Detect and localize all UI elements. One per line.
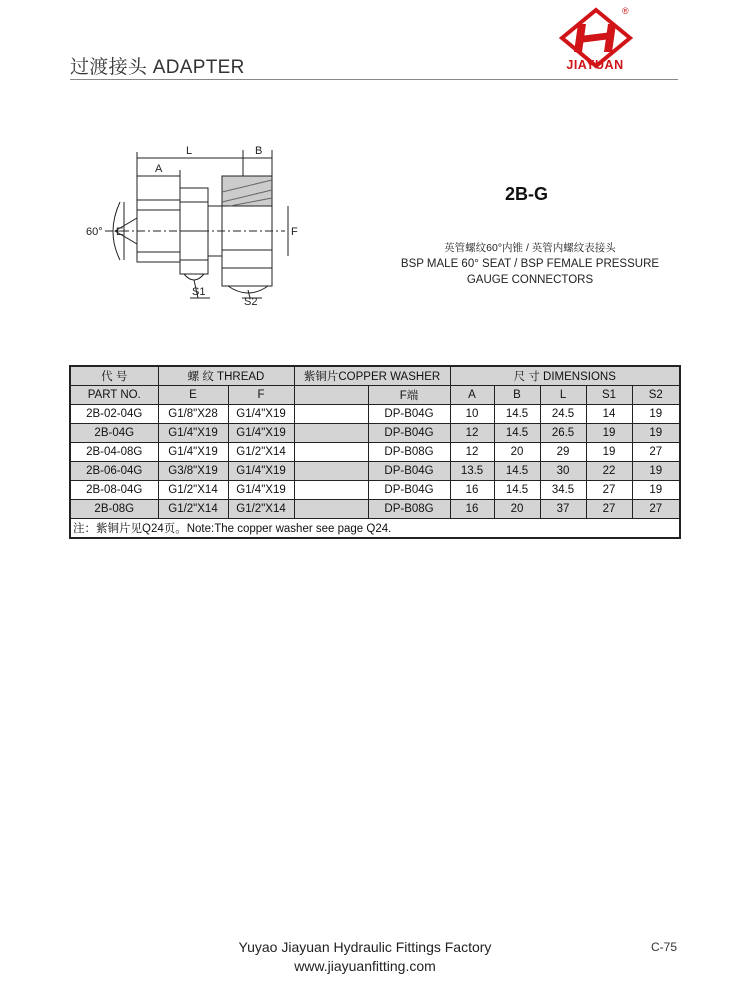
table-row	[70, 405, 680, 424]
header-part-no: PART NO.	[70, 386, 158, 405]
description-en-line2: GAUGE CONNECTORS	[466, 274, 594, 286]
cell: 14.5	[494, 405, 540, 424]
table-header-row-1	[70, 366, 680, 386]
header-s1: S1	[586, 386, 632, 405]
table-row	[70, 462, 680, 481]
header-s2: S2	[632, 386, 680, 405]
header-f: F	[228, 386, 294, 405]
cell: G1/2"X14	[228, 443, 294, 462]
cell: G1/4"X19	[228, 405, 294, 424]
table-note-row	[70, 519, 680, 539]
cell: 16	[450, 500, 494, 519]
dim-label-s1: S1	[192, 286, 206, 298]
header-e: E	[158, 386, 228, 405]
table-row	[70, 500, 680, 519]
cell: 34.5	[540, 481, 586, 500]
cell	[294, 424, 368, 443]
cell: DP-B04G	[368, 481, 450, 500]
cell: 14	[586, 405, 632, 424]
dim-label-s2: S2	[244, 296, 258, 308]
cell: G1/8"X28	[158, 405, 228, 424]
product-description	[380, 240, 680, 288]
cell: G1/4"X19	[228, 462, 294, 481]
cell: G1/4"X19	[158, 443, 228, 462]
cell: 26.5	[540, 424, 586, 443]
table-note: 注：紫铜片见Q24页。Note:The copper washer see page Q24.	[70, 519, 680, 539]
cell: 20	[494, 443, 540, 462]
cell: 29	[540, 443, 586, 462]
cell: 30	[540, 462, 586, 481]
cell: G1/2"X14	[158, 500, 228, 519]
header-divider	[70, 79, 678, 80]
page-title: 过渡接头 ADAPTER	[70, 57, 245, 78]
cell	[294, 462, 368, 481]
header-l: L	[540, 386, 586, 405]
cell: 27	[632, 500, 680, 519]
header-dimensions: 尺 寸 DIMENSIONS	[450, 366, 680, 386]
header-thread: 螺 纹 THREAD	[158, 366, 294, 386]
cell: 19	[632, 405, 680, 424]
fitting-drawing	[80, 140, 320, 310]
cell	[294, 481, 368, 500]
header-a: A	[450, 386, 494, 405]
header-washer: 紫铜片COPPER WASHER	[294, 366, 450, 386]
table-row	[70, 424, 680, 443]
header-blank	[294, 386, 368, 405]
cell: 12	[450, 443, 494, 462]
cell	[294, 500, 368, 519]
dim-label-f: F	[291, 226, 298, 238]
spec-table	[69, 365, 681, 539]
footer	[0, 938, 730, 976]
cell: G1/4"X19	[158, 424, 228, 443]
cell: 14.5	[494, 462, 540, 481]
cell: G1/4"X19	[228, 481, 294, 500]
cell: DP-B04G	[368, 462, 450, 481]
cell: 2B-02-04G	[70, 405, 158, 424]
description-cn: 英管螺纹60°内锥 / 英管内螺纹表接头	[444, 242, 616, 254]
dim-label-a: A	[155, 163, 163, 175]
cell: 2B-04-08G	[70, 443, 158, 462]
dim-label-b: B	[255, 145, 263, 157]
cell: 16	[450, 481, 494, 500]
cell: G1/4"X19	[228, 424, 294, 443]
footer-website: www.jiayuanfitting.com	[294, 958, 436, 974]
cell: G3/8"X19	[158, 462, 228, 481]
cell: 27	[586, 500, 632, 519]
dim-label-e: E	[116, 226, 124, 238]
cell: DP-B08G	[368, 443, 450, 462]
cell: 24.5	[540, 405, 586, 424]
header-f-end: F端	[368, 386, 450, 405]
cell: 2B-06-04G	[70, 462, 158, 481]
header-b: B	[494, 386, 540, 405]
cell: DP-B04G	[368, 424, 450, 443]
cell: 27	[632, 443, 680, 462]
cell: G1/2"X14	[158, 481, 228, 500]
cell	[294, 405, 368, 424]
cell: 19	[586, 443, 632, 462]
cell: 22	[586, 462, 632, 481]
table-header-row-2	[70, 386, 680, 405]
product-model: 2B-G	[505, 184, 549, 204]
dim-label-l: L	[186, 145, 193, 157]
cell: DP-B04G	[368, 405, 450, 424]
dim-label-angle: 60°	[86, 226, 103, 238]
cell	[294, 443, 368, 462]
brand-name: JIAYUAN	[566, 58, 624, 72]
cell: 12	[450, 424, 494, 443]
header-code: 代 号	[70, 366, 158, 386]
cell: 27	[586, 481, 632, 500]
cell: 14.5	[494, 481, 540, 500]
page-number: C-75	[651, 940, 678, 954]
footer-company: Yuyao Jiayuan Hydraulic Fittings Factory	[238, 939, 492, 955]
cell: 2B-08-04G	[70, 481, 158, 500]
cell: 2B-04G	[70, 424, 158, 443]
cell: 2B-08G	[70, 500, 158, 519]
cell: 20	[494, 500, 540, 519]
table-row	[70, 481, 680, 500]
table-row	[70, 443, 680, 462]
cell: 10	[450, 405, 494, 424]
cell: 19	[632, 462, 680, 481]
cell: 37	[540, 500, 586, 519]
cell: G1/2"X14	[228, 500, 294, 519]
description-en-line1: BSP MALE 60° SEAT / BSP FEMALE PRESSURE	[400, 258, 660, 270]
cell: 19	[586, 424, 632, 443]
cell: DP-B08G	[368, 500, 450, 519]
cell: 13.5	[450, 462, 494, 481]
cell: 19	[632, 424, 680, 443]
registered-mark: ®	[622, 6, 629, 16]
cell: 14.5	[494, 424, 540, 443]
cell: 19	[632, 481, 680, 500]
